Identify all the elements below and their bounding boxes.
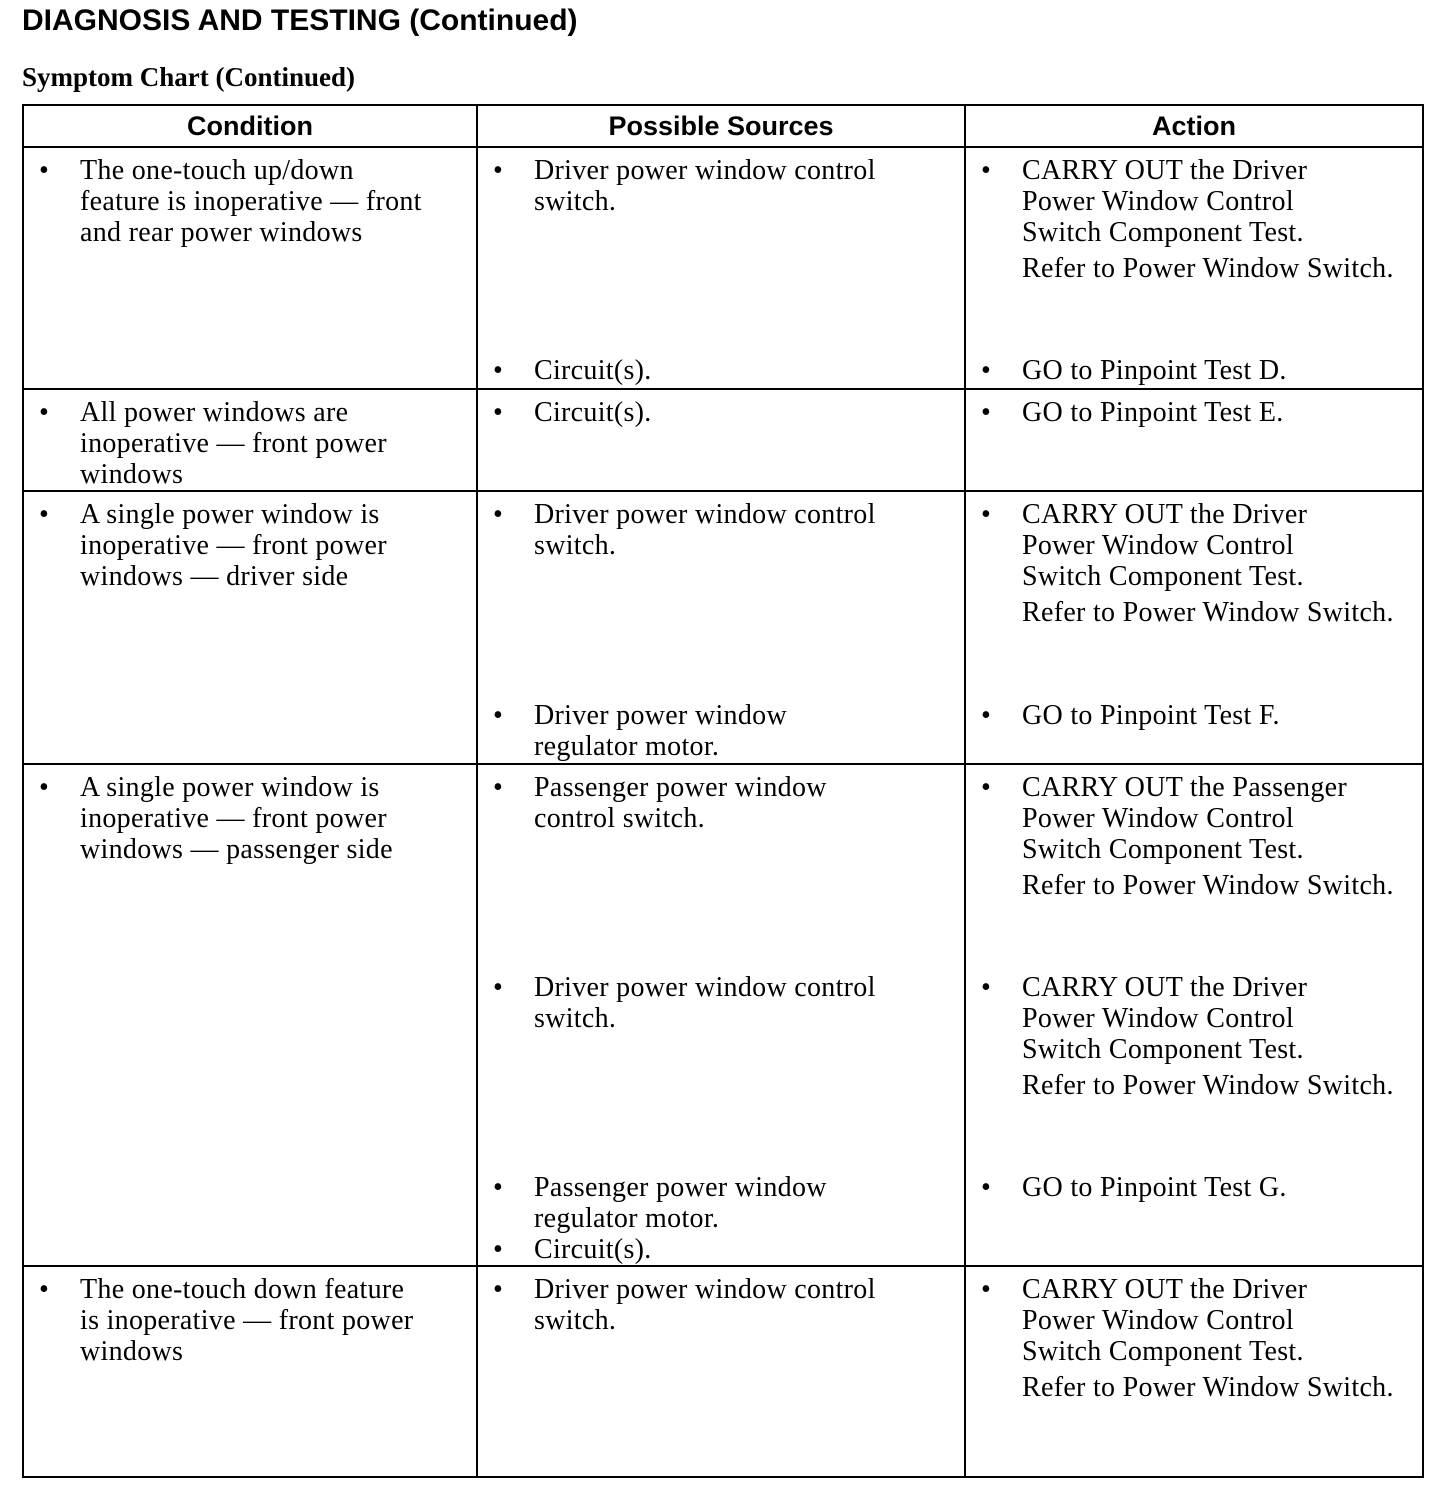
action-item [966, 499, 1422, 592]
bullet-icon: • [493, 155, 504, 186]
section-title: DIAGNOSIS AND TESTING (Continued) [22, 4, 578, 37]
bullet-icon: • [493, 772, 504, 803]
bullet-icon: • [493, 499, 504, 530]
source-item-text: Driver power window control switch. [534, 155, 876, 217]
table-row [23, 147, 1423, 389]
source-item [478, 355, 964, 386]
action-item [966, 700, 1422, 731]
condition-cell [23, 764, 477, 1266]
source-group [478, 1172, 964, 1265]
chart-subtitle: Symptom Chart (Continued) [22, 62, 356, 92]
header-possible-sources: Possible Sources [477, 105, 965, 147]
bullet-icon: • [493, 972, 504, 1003]
condition-cell [23, 491, 477, 764]
possible-sources-cell [477, 764, 965, 1266]
source-group [478, 1274, 964, 1336]
action-cell [965, 147, 1423, 389]
bullet-icon: • [39, 155, 50, 186]
condition-cell [23, 147, 477, 389]
action-group [966, 155, 1422, 284]
source-item [478, 1234, 964, 1265]
condition-group [24, 397, 476, 490]
source-item-text: Driver power window control switch. [534, 972, 876, 1034]
header-action: Action [965, 105, 1423, 147]
action-item-text: CARRY OUT the Driver Power Window Control Switch Component Test. [1022, 1274, 1308, 1367]
table-row [23, 389, 1423, 491]
action-item [966, 1274, 1422, 1367]
action-item-text: GO to Pinpoint Test G. [1022, 1172, 1287, 1203]
action-cell [965, 491, 1423, 764]
source-group [478, 700, 964, 762]
source-item [478, 499, 964, 561]
action-item-text: CARRY OUT the Driver Power Window Control Switch Component Test. [1022, 499, 1308, 592]
source-group [478, 972, 964, 1034]
bullet-icon: • [39, 499, 50, 530]
bullet-icon: • [493, 1274, 504, 1305]
table-row [23, 1266, 1423, 1477]
condition-text: A single power window is inoperative — front power windows — passenger side [80, 772, 393, 865]
action-item-text: CARRY OUT the Driver Power Window Control Switch Component Test. [1022, 155, 1308, 248]
action-cell [965, 389, 1423, 491]
table-row [23, 764, 1423, 1266]
condition-group [24, 155, 476, 248]
action-item-text: GO to Pinpoint Test E. [1022, 397, 1284, 428]
bullet-icon: • [981, 772, 992, 803]
bullet-icon: • [981, 155, 992, 186]
action-group [966, 772, 1422, 901]
action-item [966, 397, 1422, 428]
action-group [966, 499, 1422, 628]
bullet-icon: • [493, 355, 504, 386]
condition-group [24, 1274, 476, 1367]
bullet-icon: • [39, 397, 50, 428]
bullet-icon: • [981, 972, 992, 1003]
source-item-text: Driver power window control switch. [534, 499, 876, 561]
condition [24, 397, 476, 490]
possible-sources-cell [477, 1266, 965, 1477]
possible-sources-cell [477, 147, 965, 389]
possible-sources-cell [477, 491, 965, 764]
action-group [966, 1274, 1422, 1403]
action-group [966, 355, 1422, 386]
source-item [478, 772, 964, 834]
symptom-chart-table [22, 104, 1424, 1478]
bullet-icon: • [981, 1274, 992, 1305]
action-group [966, 972, 1422, 1101]
table-row [23, 491, 1423, 764]
condition-group [24, 499, 476, 592]
condition-cell [23, 1266, 477, 1477]
source-item-text: Circuit(s). [534, 355, 652, 386]
condition-cell [23, 389, 477, 491]
bullet-icon: • [493, 1234, 504, 1265]
action-item [966, 355, 1422, 386]
condition-text: A single power window is inoperative — front power windows — driver side [80, 499, 387, 592]
action-item [966, 155, 1422, 248]
condition-text: All power windows are inoperative — front power windows [80, 397, 387, 490]
source-item [478, 155, 964, 217]
source-item [478, 1172, 964, 1234]
source-item [478, 972, 964, 1034]
bullet-icon: • [981, 355, 992, 386]
source-item [478, 1274, 964, 1336]
condition-text: The one-touch down feature is inoperative — front power windows [80, 1274, 414, 1367]
header-condition: Condition [23, 105, 477, 147]
action-reference: Refer to Power Window Switch. [1022, 1372, 1394, 1403]
table-header-row [23, 105, 1423, 147]
condition [24, 155, 476, 248]
action-item-text: GO to Pinpoint Test D. [1022, 355, 1287, 386]
condition [24, 499, 476, 592]
bullet-icon: • [493, 1172, 504, 1203]
bullet-icon: • [39, 1274, 50, 1305]
bullet-icon: • [981, 700, 992, 731]
bullet-icon: • [493, 700, 504, 731]
action-item-text: GO to Pinpoint Test F. [1022, 700, 1280, 731]
action-item [966, 1172, 1422, 1203]
action-cell [965, 764, 1423, 1266]
source-item-text: Driver power window control switch. [534, 1274, 876, 1336]
action-item [966, 772, 1422, 865]
action-item [966, 972, 1422, 1065]
source-group [478, 355, 964, 386]
source-group [478, 772, 964, 834]
source-group [478, 155, 964, 217]
source-item-text: Circuit(s). [534, 397, 652, 428]
source-item-text: Circuit(s). [534, 1234, 652, 1265]
action-reference: Refer to Power Window Switch. [1022, 870, 1394, 901]
action-item-text: CARRY OUT the Passenger Power Window Control Switch Component Test. [1022, 772, 1348, 865]
action-cell [965, 1266, 1423, 1477]
action-group [966, 397, 1422, 428]
action-group [966, 700, 1422, 731]
source-group [478, 397, 964, 428]
bullet-icon: • [39, 772, 50, 803]
possible-sources-cell [477, 389, 965, 491]
bullet-icon: • [981, 499, 992, 530]
source-item-text: Passenger power window control switch. [534, 772, 827, 834]
action-reference: Refer to Power Window Switch. [1022, 597, 1394, 628]
bullet-icon: • [493, 397, 504, 428]
condition [24, 772, 476, 865]
source-item [478, 700, 964, 762]
action-reference: Refer to Power Window Switch. [1022, 253, 1394, 284]
source-item [478, 397, 964, 428]
bullet-icon: • [981, 397, 992, 428]
bullet-icon: • [981, 1172, 992, 1203]
condition [24, 1274, 476, 1367]
condition-text: The one-touch up/down feature is inoperative — front and rear power windows [80, 155, 422, 248]
action-reference: Refer to Power Window Switch. [1022, 1070, 1394, 1101]
source-item-text: Driver power window regulator motor. [534, 700, 787, 762]
action-group [966, 1172, 1422, 1203]
condition-group [24, 772, 476, 865]
source-item-text: Passenger power window regulator motor. [534, 1172, 827, 1234]
action-item-text: CARRY OUT the Driver Power Window Control Switch Component Test. [1022, 972, 1308, 1065]
source-group [478, 499, 964, 561]
